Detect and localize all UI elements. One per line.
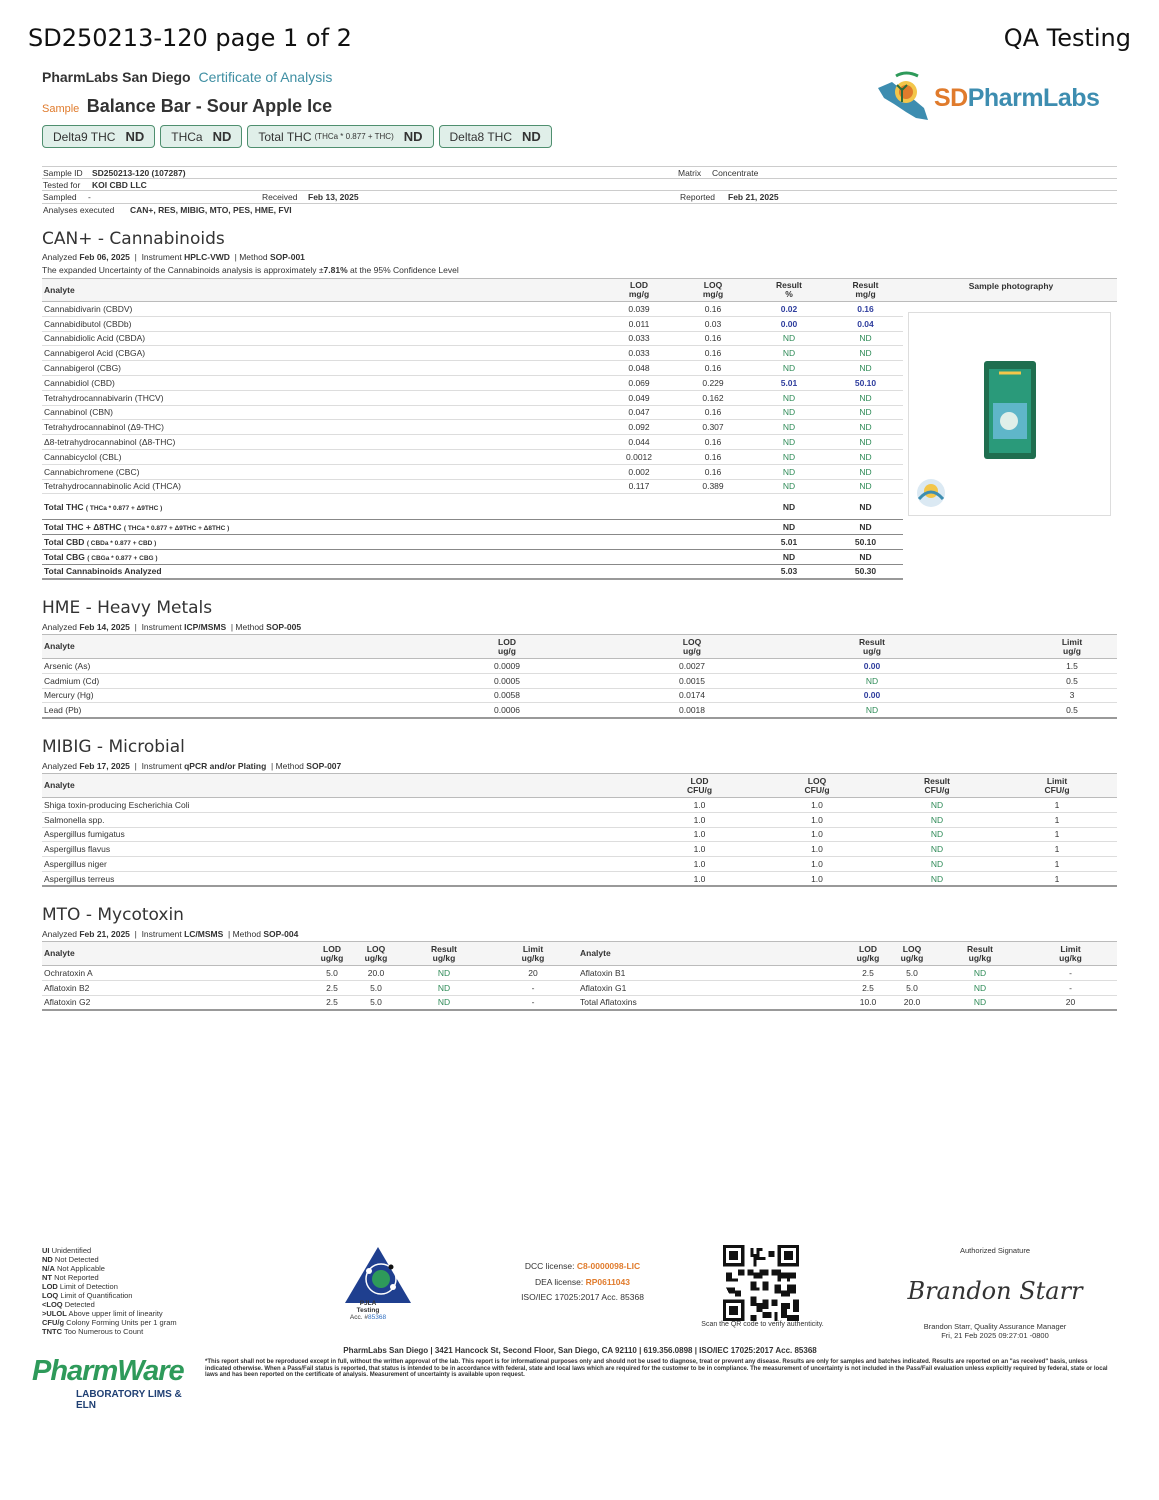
can-uncertainty: The expanded Uncertainty of the Cannabinoids analysis is approximately ±7.81% at the 95% Confidence Level [42,265,459,275]
table-cell: 2.5 [312,995,352,1010]
table-cell: 0.002 [602,464,676,479]
result-cell: 5.01 [750,535,828,550]
total-label-cell: Total THC + Δ8THC ( THCa * 0.877 + Δ9THC + Δ8THC ) [42,520,602,535]
analyte-cell: Cannabinol (CBN) [42,405,602,420]
table-cell: 0.16 [676,405,750,420]
table-cell: 0.0018 [667,703,717,718]
table-row [42,316,903,331]
analyte-cell: Arsenic (As) [42,659,347,674]
result-cell: ND [828,520,903,535]
table-row [42,302,903,317]
table-cell: 1.0 [642,812,757,827]
total-label-cell: Total CBG ( CBGa * 0.877 + CBG ) [42,549,602,564]
result-cell: ND [877,812,997,827]
total-row [42,549,903,564]
result-cell: 50.30 [828,564,903,579]
result-cell: 0.00 [717,688,1027,703]
badge-thca [160,125,242,148]
table-row [42,659,1117,674]
result-cell: ND [750,405,828,420]
pjla-text: PJLA Testing Acc. #85368 [349,1300,387,1321]
mycotoxin-table: Analyte LOD ug/kg LOQ ug/kg Result ug/kg Limit ug/kg Analyte LOD ug/kg LOQ ug/kg Result ug/kg Limit ug/kg Ochratoxin A 5.0 20.0 ND 20 Aflatoxin B1 2.5 5.0 ND - Aflatoxin B2 2.5 5.0 ND - Aflatoxin G1 2.5 5.0 ND - Aflatoxin G2 2.5 5.0 ND - Total Aflatoxins 10.0 20.0 ND 20 [42,941,1117,1011]
result-cell: ND [750,479,828,494]
result-cell: ND [828,361,903,376]
table-cell: 0.229 [676,375,750,390]
table-row [42,375,903,390]
legend-item: LOD Limit of Detection [42,1282,118,1291]
result-cell: ND [936,995,1024,1010]
total-label-cell: Total CBD ( CBDa * 0.877 + CBD ) [42,535,602,550]
analyte-cell: Cannabicyclol (CBL) [42,449,602,464]
california-logo-icon [872,68,942,128]
table-cell: 0.092 [602,420,676,435]
table-row [42,420,903,435]
table-cell: 10.0 [848,995,888,1010]
legend-item: N/A Not Applicable [42,1264,105,1273]
lab-name: PharmLabs San Diego [42,69,191,85]
table-cell: 0.162 [676,390,750,405]
total-row [42,564,903,579]
analyte-cell: Lead (Pb) [42,703,347,718]
table-row [42,812,1117,827]
info-row: Analyses executed CAN+, RES, MIBIG, MTO, PES, HME, FVI [43,204,292,215]
table-cell: - [488,980,578,995]
result-cell: ND [400,966,488,981]
table-cell: 1.0 [757,798,877,813]
table-row [42,673,1117,688]
table-row [42,827,1117,842]
table-cell [602,535,676,550]
lab-line [42,69,332,85]
table-cell: 1 [997,871,1117,886]
analyte-cell: Δ8-tetrahydrocannabinol (Δ8-THC) [42,435,602,450]
result-cell: ND [877,842,997,857]
result-cell: 0.00 [750,316,828,331]
table-cell: 0.16 [676,464,750,479]
table-cell [602,494,676,520]
logo-text: SDPharmLabs [934,84,1100,112]
photo-label: Sample photography [968,281,1054,291]
table-cell: 1.0 [757,812,877,827]
signature-label: Authorized Signature [959,1246,1031,1255]
table-cell: 1 [997,827,1117,842]
table-cell: 1 [997,842,1117,857]
sample-info [42,166,1117,216]
table-row [42,390,903,405]
info-row: Tested for KOI CBD LLC [42,179,1117,192]
result-cell: ND [877,871,997,886]
table-row [42,449,903,464]
total-row [42,520,903,535]
table-cell: 0.16 [676,302,750,317]
heavy-metals-table: Analyte LOD ug/g LOQ ug/g Result ug/g Limit ug/g Arsenic (As) 0.0009 0.0027 0.00 1.5 Cadmium (Cd) 0.0005 0.0015 ND 0.5 Mercury (Hg) 0.0058 0.0174 0.00 3 Lead (Pb) 0.0006 0.0018 ND 0.5 [42,634,1117,719]
legend-item: CFU/g Colony Forming Units per 1 gram [42,1318,177,1327]
svg-text:Brandon Starr: Brandon Starr [907,1277,1083,1305]
table-cell [676,564,750,579]
table-row [42,966,1117,981]
analyte-cell: Aspergillus fumigatus [42,827,642,842]
table-cell: 1.0 [642,827,757,842]
licenses: DCC license: C8-0000098-LIC DEA license: RP0611043 ISO/IEC 17025:2017 Acc. 85368 [521,1261,644,1302]
result-cell: ND [750,390,828,405]
analyte-cell: Cannabigerol (CBG) [42,361,602,376]
table-cell: 0.033 [602,346,676,361]
table-cell [676,520,750,535]
legend-item: NT Not Reported [42,1273,99,1282]
abbreviation-legend [42,1246,177,1336]
table-cell: 2.5 [848,966,888,981]
analyte-cell: Aflatoxin B2 [42,980,312,995]
badge-value: ND [212,129,232,144]
table-row [42,798,1117,813]
table-cell: 0.048 [602,361,676,376]
badge-delta9 [42,125,155,148]
table-row [42,703,1117,718]
table-row [42,405,903,420]
result-cell: 0.00 [717,659,1027,674]
hme-title: HME - Heavy Metals [42,598,213,618]
page-id: SD250213-120 page 1 of 2 [28,24,352,52]
can-meta: Analyzed Feb 06, 2025 | Instrument HPLC-VWD | Method SOP-001 [42,252,305,262]
table-cell: 5.0 [888,980,936,995]
badge-label: THCa [171,129,203,144]
result-cell: ND [828,479,903,494]
table-cell: 5.0 [312,966,352,981]
table-row [42,871,1117,886]
analyte-cell: Aflatoxin G1 [578,980,848,995]
result-cell: ND [877,857,997,872]
microbial-table: Analyte LOD CFU/g LOQ CFU/g Result CFU/g Limit CFU/g Shiga toxin-producing Escherichia Coli 1.0 1.0 ND 1 Salmonella spp. 1.0 1.0 ND 1 Aspergillus fumigatus 1.0 1.0 ND 1 Aspergillus flavus 1.0 1.0 ND 1 Aspergillus niger 1.0 1.0 ND 1 Aspergillus terreus 1.0 1.0 ND 1 [42,773,1117,887]
result-cell: ND [400,995,488,1010]
result-cell: ND [828,435,903,450]
result-cell: ND [750,420,828,435]
badge-value: ND [521,129,541,144]
legend-item: LOQ Limit of Quantification [42,1291,133,1300]
result-cell: ND [828,331,903,346]
table-cell [602,520,676,535]
analyte-cell: Aspergillus flavus [42,842,642,857]
potency-badges [42,125,552,148]
table-cell: 0.16 [676,435,750,450]
badge-delta8 [439,125,552,148]
product-image-icon [909,313,1112,517]
doc-type: Certificate of Analysis [198,69,333,85]
table-cell: 20.0 [352,966,400,981]
analyte-cell: Tetrahydrocannabinolic Acid (THCA) [42,479,602,494]
analyte-cell: Cannabidiol (CBD) [42,375,602,390]
analyte-cell: Tetrahydrocannabinol (Δ9-THC) [42,420,602,435]
result-cell: ND [400,980,488,995]
badge-total-thc [247,125,433,148]
analyte-cell: Mercury (Hg) [42,688,347,703]
hme-meta: Analyzed Feb 14, 2025 | Instrument ICP/MSMS | Method SOP-005 [42,622,302,632]
table-cell: 0.0058 [347,688,667,703]
legend-item: <LOQ Detected [42,1300,95,1309]
table-cell: 0.0006 [347,703,667,718]
badge-label: Delta9 THC [53,129,116,144]
result-cell: ND [877,798,997,813]
footer-disclaimer: *This report shall not be reproduced except in full, without the written approval of the lab. This report is for informational purposes only and should not be used to diagnose, treat or prevent any disease. Results are only for samples and batches indicated. Results are reported on an "as received" basis, unless indicated otherwise. When a Pass/Fail status is reported, that status is intended to be in accordance with federal, state and local laws which are required for the customer to be in compliance. The measurement of uncertainty is not included in the Pass/Fail evaluation unless explicitly required by federal, state or local laws and has been reported on the certificate of analysis. Measurement of uncertainty is available upon request. [205,1359,1108,1378]
table-cell: 1.0 [757,871,877,886]
table-cell: 1.0 [642,857,757,872]
qa-label: QA Testing [1003,24,1131,52]
sample-photo [908,312,1111,516]
mto-title: MTO - Mycotoxin [42,905,184,925]
analyte-cell: Cannabidivarin (CBDV) [42,302,602,317]
signer-info: Brandon Starr, Quality Assurance Manager Fri, 21 Feb 2025 09:27:01 -0800 [923,1322,1067,1340]
table-cell: 1 [997,812,1117,827]
badge-label: Delta8 THC [449,129,512,144]
result-cell: ND [750,549,828,564]
table-cell [602,549,676,564]
table-cell: 0.044 [602,435,676,450]
table-cell: 0.049 [602,390,676,405]
table-cell: 2.5 [312,980,352,995]
table-cell: 1.0 [757,857,877,872]
table-cell: 0.16 [676,331,750,346]
info-row: Sampled - Received Feb 13, 2025 Reported Feb 21, 2025 [42,191,1117,204]
table-cell: 0.0009 [347,659,667,674]
analyte-cell: Aspergillus terreus [42,871,642,886]
footer-address: PharmLabs San Diego | 3421 Hancock St, Second Floor, San Diego, CA 92110 | 619.356.0898 | ISO/IEC 17025:2017 Acc. 85368 [343,1346,817,1355]
table-cell: - [488,995,578,1010]
table-cell: 2.5 [848,980,888,995]
result-cell: 0.16 [828,302,903,317]
table-cell: 0.0005 [347,673,667,688]
table-cell: 0.389 [676,479,750,494]
cannabinoids-table: Analyte LOD mg/g LOQ mg/g Result % Result mg/g Cannabidivarin (CBDV) 0.039 0.16 0.02 0.16 Cannabidibutol (CBDb) 0.011 0.03 0.00 0.04 Cannabidiolic Acid (CBDA) 0.033 0.16 ND ND Cannabigerol Acid (CBGA) 0.033 0.16 ND ND Cannabigerol (CBG) 0.048 0.16 ND ND Cannabidiol (CBD) 0.069 0.229 5.01 50.10 Tetrahydrocannabivarin (THCV) 0.049 0.162 ND ND Cannabinol (CBN) 0.047 0.16 ND ND Tetrahydrocannabinol (Δ9-THC) 0.092 0.307 ND ND Δ8-tetrahydrocannabinol (Δ8-THC) 0.044 0.16 ND ND Cannabicyclol (CBL) 0.0012 0.16 ND ND Cannabichromene (CBC) 0.002 0.16 ND ND Tetrahydrocannabinolic Acid (THCA) 0.117 0.389 ND ND Total THC ( THCa * 0.877 + Δ9THC ) ND ND Total THC + Δ8THC ( THCa * 0.877 + Δ9THC + Δ8THC ) ND ND Total CBD ( CBDa * 0.877 + CBD ) 5.01 50.10 Total CBG ( CBGa * 0.877 + CBG ) ND ND Total Cannabinoids Analyzed 5.03 50.30 [42,278,903,580]
result-cell: ND [877,827,997,842]
result-cell: ND [828,405,903,420]
table-cell: 1.0 [757,827,877,842]
table-cell [676,494,750,520]
legend-item: ND Not Detected [42,1255,99,1264]
pharmware-logo: PharmWare LABORATORY LIMS & ELN [32,1355,184,1411]
badge-note: (THCa * 0.877 + THC) [314,132,394,141]
table-cell: 0.16 [676,346,750,361]
sample-line [42,96,332,117]
table-row [42,857,1117,872]
table-row [42,980,1117,995]
table-row [42,842,1117,857]
analyte-cell: Cannabigerol Acid (CBGA) [42,346,602,361]
table-cell: 0.069 [602,375,676,390]
table-cell [602,564,676,579]
table-cell: 0.5 [1027,673,1117,688]
analyte-cell: Aflatoxin B1 [578,966,848,981]
result-cell: 50.10 [828,535,903,550]
legend-item: >ULOL Above upper limit of linearity [42,1309,163,1318]
mibig-title: MIBIG - Microbial [42,737,185,757]
result-cell: 5.01 [750,375,828,390]
table-cell: 20 [1024,995,1117,1010]
table-cell: 5.0 [888,966,936,981]
signature-image-icon [895,1269,1095,1311]
result-cell: ND [750,435,828,450]
total-label-cell: Total THC ( THCa * 0.877 + Δ9THC ) [42,494,602,520]
result-cell: ND [750,346,828,361]
table-cell: 0.011 [602,316,676,331]
table-cell: 1.0 [757,842,877,857]
analyte-cell: Aspergillus niger [42,857,642,872]
analyte-cell: Cadmium (Cd) [42,673,347,688]
result-cell: ND [828,346,903,361]
sample-name: Balance Bar - Sour Apple Ice [86,96,333,116]
table-cell: 0.5 [1027,703,1117,718]
table-cell: 1 [997,857,1117,872]
table-cell: 0.117 [602,479,676,494]
table-cell: - [1024,966,1117,981]
table-row [42,995,1117,1010]
table-cell: 1.0 [642,798,757,813]
result-cell: ND [828,390,903,405]
result-cell: ND [717,703,1027,718]
result-cell: ND [750,494,828,520]
badge-label: Total THC [258,129,312,144]
mto-meta: Analyzed Feb 21, 2025 | Instrument LC/MSMS | Method SOP-004 [42,929,299,939]
analyte-cell: Cannabidiolic Acid (CBDA) [42,331,602,346]
table-cell: 1 [997,798,1117,813]
table-cell: 0.0015 [667,673,717,688]
result-cell: ND [936,980,1024,995]
table-row [42,464,903,479]
result-cell: ND [750,361,828,376]
result-cell: ND [750,464,828,479]
table-row [42,435,903,450]
table-cell: 5.0 [352,995,400,1010]
table-cell [676,535,750,550]
result-cell: ND [717,673,1027,688]
result-cell: ND [828,464,903,479]
sdpharmlabs-logo [872,68,1122,128]
table-cell: 1.0 [642,842,757,857]
result-cell: ND [750,449,828,464]
analyte-cell: Ochratoxin A [42,966,312,981]
qr-code-icon[interactable] [723,1245,799,1321]
table-cell: 0.039 [602,302,676,317]
table-cell: 5.0 [352,980,400,995]
analyte-cell: Shiga toxin-producing Escherichia Coli [42,798,642,813]
result-cell: ND [828,449,903,464]
qr-caption: Scan the QR code to verify authenticity. [701,1321,824,1328]
table-cell: 0.0012 [602,449,676,464]
analyte-cell: Tetrahydrocannabivarin (THCV) [42,390,602,405]
table-row [42,331,903,346]
badge-value: ND [125,129,145,144]
table-row [42,479,903,494]
analyte-cell: Total Aflatoxins [578,995,848,1010]
analyte-cell: Salmonella spp. [42,812,642,827]
table-cell: 0.0027 [667,659,717,674]
legend-item: TNTC Too Numerous to Count [42,1327,144,1336]
analyte-cell: Aflatoxin G2 [42,995,312,1010]
result-cell: ND [750,520,828,535]
analyte-cell: Cannabichromene (CBC) [42,464,602,479]
table-cell: 0.16 [676,449,750,464]
table-cell: 1.5 [1027,659,1117,674]
table-cell: - [1024,980,1117,995]
table-cell [676,549,750,564]
can-title: CAN+ - Cannabinoids [42,229,225,249]
table-row [42,361,903,376]
table-cell: 20.0 [888,995,936,1010]
table-cell: 0.047 [602,405,676,420]
table-row [42,346,903,361]
sample-label: Sample [42,103,80,115]
analyte-cell: Cannabidibutol (CBDb) [42,316,602,331]
total-row [42,535,903,550]
total-row [42,494,903,520]
table-cell: 0.033 [602,331,676,346]
result-cell: ND [936,966,1024,981]
result-cell: ND [828,549,903,564]
legend-item: UI Unidentified [42,1246,92,1255]
result-cell: 5.03 [750,564,828,579]
result-cell: ND [750,331,828,346]
result-cell: ND [828,420,903,435]
result-cell: ND [828,494,903,520]
result-cell: 0.04 [828,316,903,331]
table-cell: 20 [488,966,578,981]
info-row: Sample ID SD250213-120 (107287) Matrix Concentrate [42,166,1117,179]
result-cell: 0.02 [750,302,828,317]
table-cell: 0.0174 [667,688,717,703]
table-cell: 0.307 [676,420,750,435]
result-cell: 50.10 [828,375,903,390]
table-cell: 1.0 [642,871,757,886]
table-row [42,688,1117,703]
page-header [28,24,1131,56]
table-cell: 0.16 [676,361,750,376]
mibig-meta: Analyzed Feb 17, 2025 | Instrument qPCR and/or Plating | Method SOP-007 [42,761,342,771]
badge-value: ND [403,129,423,144]
table-cell: 3 [1027,688,1117,703]
table-cell: 0.03 [676,316,750,331]
total-label-cell: Total Cannabinoids Analyzed [42,564,602,579]
